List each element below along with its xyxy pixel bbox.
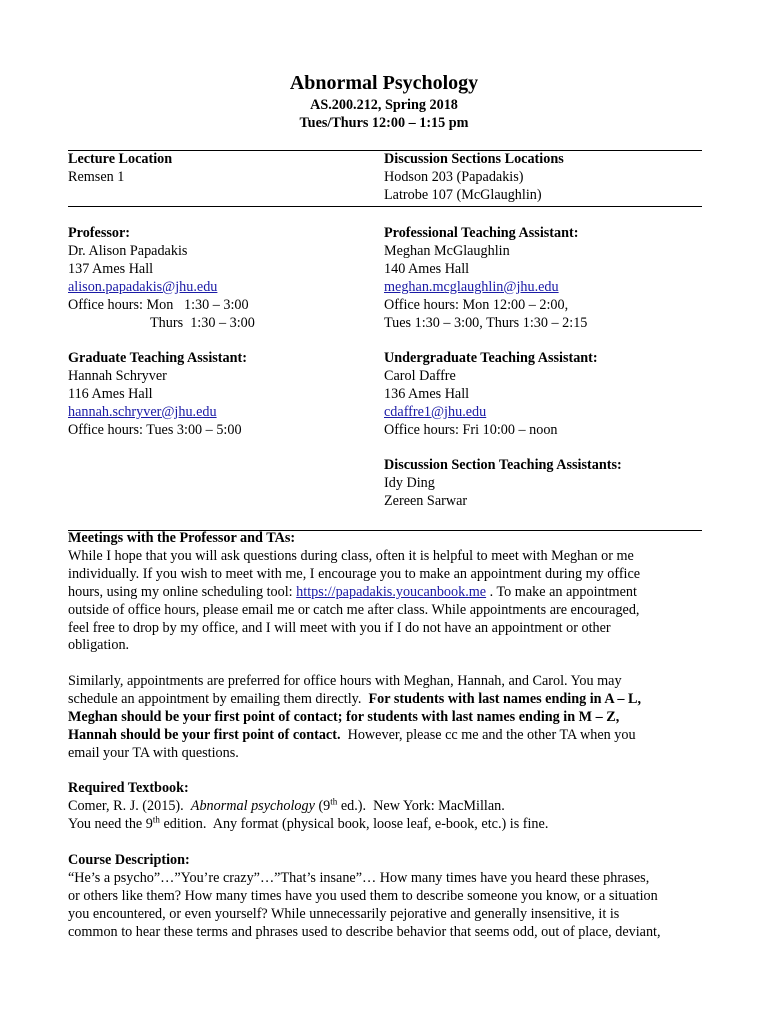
description-line: common to hear these terms and phrases used to describe behavior that seems odd, out of place, deviant, <box>68 923 661 940</box>
uta-office: 136 Ames Hall <box>384 385 470 402</box>
meetings-text-line: feel free to drop by my office, and I will meet with you if I do not have an appointment or other <box>68 619 611 636</box>
contact-rule-bold: Hannah should be your first point of contact. <box>68 726 341 743</box>
meetings-text-fragment: However, please cc me and the other TA when you <box>340 726 636 743</box>
citation-edition-sup: th <box>330 796 338 807</box>
meetings-text-line: While I hope that you will ask questions during class, often it is helpful to meet with Meghan or me <box>68 547 634 564</box>
contact-rule-bold: Meghan should be your first point of contact; for students with last names ending in M – Z, <box>68 709 620 726</box>
description-line: you encountered, or even yourself? While unnecessarily pejorative and generally insensitive, it is <box>68 905 620 922</box>
citation-author: Comer, R. J. (2015). <box>68 797 191 814</box>
description-line: “He’s a psycho”…”You’re crazy”…”That’s insane”… How many times have you heard these phrases, <box>68 869 650 886</box>
description-line: or others like them? How many times have you used them to describe someone you know, or a situation <box>68 887 658 904</box>
class-time: Tues/Thurs 12:00 – 1:15 pm <box>299 115 469 131</box>
textbook-note <box>68 816 708 834</box>
citation-title: Abnormal psychology <box>190 797 315 814</box>
lecture-location-label: Lecture Location <box>68 151 173 167</box>
pta-label: Professional Teaching Assistant: <box>384 225 579 241</box>
professor-hours-thurs: Thurs 1:30 – 3:00 <box>150 314 255 331</box>
gta-hours: Office hours: Tues 3:00 – 5:00 <box>68 421 242 438</box>
professor-block <box>68 225 368 332</box>
uta-block <box>384 350 684 440</box>
professor-label: Professor: <box>68 225 130 241</box>
textbook-note-post: edition. Any format (physical book, loose leaf, e-book, etc.) is fine. <box>159 815 549 832</box>
textbook-heading: Required Textbook: <box>68 780 189 796</box>
professor-office: 137 Ames Hall <box>68 260 154 277</box>
gta-name: Hannah Schryver <box>68 367 167 384</box>
lecture-room: Remsen 1 <box>68 168 125 185</box>
discussion-room: Latrobe 107 (McGlaughlin) <box>384 186 542 203</box>
meetings-section <box>68 530 708 763</box>
gta-office: 116 Ames Hall <box>68 385 153 402</box>
discussion-room: Hodson 203 (Papadakis) <box>384 168 524 185</box>
meetings-text-fragment: hours, using my online scheduling tool: <box>68 583 297 600</box>
meetings-text-line <box>68 691 708 709</box>
locations-divider <box>68 206 702 207</box>
description-section <box>68 852 708 942</box>
uta-label: Undergraduate Teaching Assistant: <box>384 350 598 366</box>
textbook-citation <box>68 798 708 816</box>
discussion-ta-label: Discussion Section Teaching Assistants: <box>384 457 622 473</box>
discussion-ta-block <box>384 457 684 511</box>
meetings-text-line: outside of office hours, please email me or catch me after class. While appointments are encouraged, <box>68 601 640 618</box>
document-header <box>0 70 768 132</box>
uta-email-link[interactable]: cdaffre1@jhu.edu <box>384 403 487 420</box>
uta-name: Carol Daffre <box>384 367 456 384</box>
pta-email-link[interactable]: meghan.mcglaughlin@jhu.edu <box>384 278 559 295</box>
pta-hours: Office hours: Mon 12:00 – 2:00, <box>384 296 569 313</box>
discussion-ta-name: Zereen Sarwar <box>384 492 468 509</box>
professor-hours: Office hours: Mon 1:30 – 3:00 <box>68 296 249 313</box>
textbook-section <box>68 780 708 834</box>
textbook-note-sup: th <box>152 814 160 825</box>
course-code: AS.200.212, Spring 2018 <box>310 97 458 113</box>
document-title: Abnormal Psychology <box>289 72 479 94</box>
meetings-text-line: obligation. <box>68 637 130 654</box>
professor-email-link[interactable]: alison.papadakis@jhu.edu <box>68 278 218 295</box>
pta-office: 140 Ames Hall <box>384 260 470 277</box>
meetings-text-line: Similarly, appointments are preferred for office hours with Meghan, Hannah, and Carol. You may <box>68 673 622 690</box>
meetings-heading: Meetings with the Professor and TAs: <box>68 530 296 546</box>
textbook-note-pre: You need the 9 <box>68 815 153 832</box>
lecture-location <box>68 151 368 187</box>
scheduling-tool-link[interactable]: https://papadakis.youcanbook.me <box>296 583 487 600</box>
pta-block <box>384 225 684 332</box>
professor-name: Dr. Alison Papadakis <box>68 242 188 259</box>
citation-edition: (9 <box>314 797 331 814</box>
meetings-text-fragment: . To make an appointment <box>486 583 637 600</box>
meetings-text-line <box>68 584 708 602</box>
gta-block <box>68 350 368 440</box>
pta-hours-2: Tues 1:30 – 3:00, Thurs 1:30 – 2:15 <box>384 314 588 331</box>
discussion-ta-name: Idy Ding <box>384 474 435 491</box>
meetings-text-line: individually. If you wish to meet with me, I encourage you to make an appointment during my office <box>68 565 641 582</box>
contact-rule-bold: For students with last names ending in A – L, <box>368 691 641 708</box>
gta-label: Graduate Teaching Assistant: <box>68 350 247 366</box>
meetings-text-line: email your TA with questions. <box>68 744 239 761</box>
meetings-text-fragment: schedule an appointment by emailing them directly. <box>68 691 369 708</box>
pta-name: Meghan McGlaughlin <box>384 242 510 259</box>
gta-email-link[interactable]: hannah.schryver@jhu.edu <box>68 403 217 420</box>
discussion-locations-label: Discussion Sections Locations <box>384 151 564 167</box>
citation-publisher: ed.). New York: MacMillan. <box>337 797 505 814</box>
discussion-locations <box>384 151 684 205</box>
description-heading: Course Description: <box>68 852 190 868</box>
meetings-text-line <box>68 727 708 745</box>
uta-hours: Office hours: Fri 10:00 – noon <box>384 421 558 438</box>
